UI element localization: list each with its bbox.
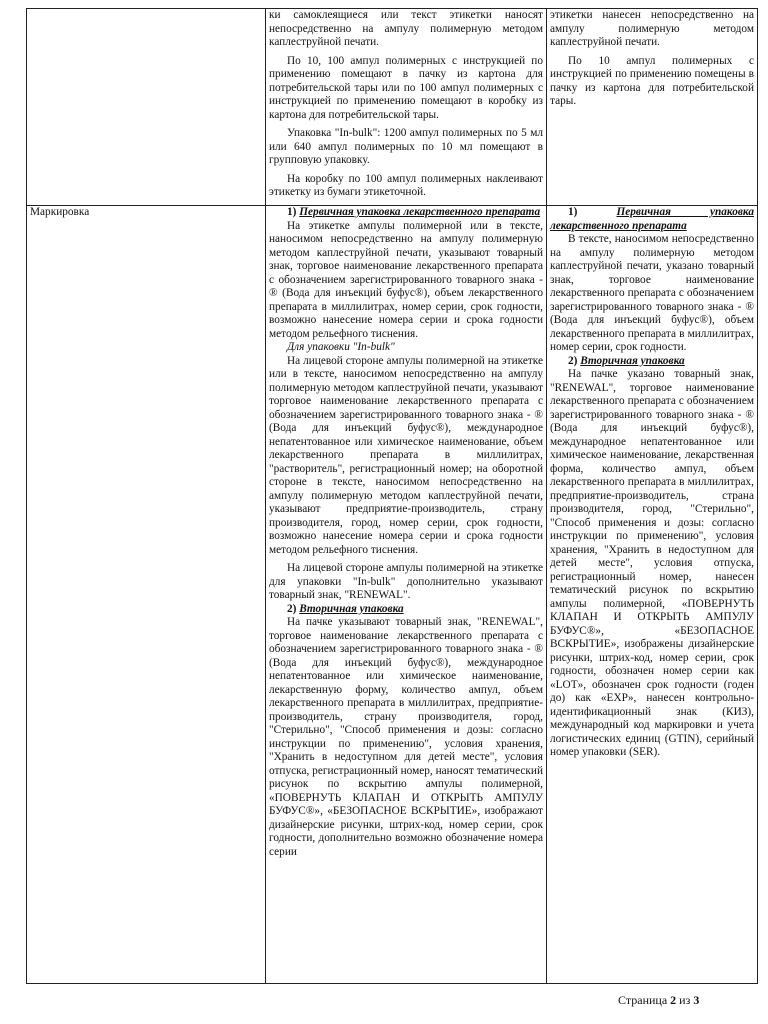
paragraph: На пачке указано товарный знак, "RENEWAL", торговое наименование лекарственного препарата с обозначением зарегистрированного товарного знака - ® (Вода для инъекций буфус®), международное непатентованное или химическое наименование, лекарственная форма, количество ампул, объем лекарственного препарата в миллилитрах, предприятие-производитель, страна производителя, город, "Стерильно", "Способ применения и дозы: согласно инструкции по применению", условия хранения, "Хранить в недоступном для детей месте", условия отпуска, регистрационный номер, нанесен тематический рисунок по вскрытию ампулы полимерной, «ПОВЕРНУТЬ КЛАПАН И ОТКРЫТЬ АМПУЛУ БУФУС®», «БЕЗОПАСНОЕ ВСКРЫТИЕ», изображены дизайнерские рисунки, штрих-код, номер серии, срок годности, обозначен номер серии как «LOT», обозначен срок годности (годен до) как «EXP», нанесен контрольно-идентификационный знак (КИЗ), международный код маркировки и учета логистических единиц (GTIN), серийный номер упаковки (SER). [550, 368, 754, 758]
heading-text: Вторичная упаковка [299, 602, 404, 615]
section-label: Маркировка [30, 206, 90, 218]
heading-number: 1) [287, 206, 297, 218]
paragraph: По 10, 100 ампул полимерных с инструкцией по применению помещают в пачку из картона для потребительской тары или по 100 ампул полимерных с инструкцией по применению помещают в коробку из картона для потребительской тары. [269, 54, 543, 121]
heading-number: 1) [568, 206, 578, 218]
section-heading [550, 355, 754, 369]
page-footer [618, 993, 699, 1008]
paragraph: этикетки нанесен непосредственно на ампулу полимерную методом каплеструйной печати. [550, 9, 754, 48]
row2-label-cell [27, 206, 266, 984]
paragraph: На этикетке ампулы полимерной или в тексте, наносимом непосредственно на ампулу полимерную методом каплеструйной печати, указывают товарный знак, торговое наименование лекарственного препарата с обозначением зарегистрированного товарного знака - ® (Вода для инъекций буфус®), объем лекарственного препарата в миллилитрах, номер серии, срок годности, возможно нанесение номера серии и срока годности методом рельефного тиснения. [269, 219, 543, 340]
subheading: Для упаковки "In-bulk" [287, 341, 395, 353]
row2-proposed-cell [266, 206, 547, 984]
section-heading [269, 206, 543, 220]
paragraph: По 10 ампул полимерных с инструкцией по применению помещены в пачку из картона для потребительской тары. [550, 54, 754, 107]
heading-text: Вторичная упаковка [580, 354, 685, 367]
paragraph: На лицевой стороне ампулы полимерной на этикетке или в тексте, наносимом непосредственно на ампулу полимерную методом каплеструйной печати, указывают торговое наименование лекарственного препарата с обозначением зарегистрированного товарного знака - ® (Вода для инъекций буфус®), международное непатентованное или химическое наименование, объем лекарственного препарата в миллилитрах, "растворитель", регистрационный номер; на оборотной стороне в тексте, наносимом непосредственно на ампулу полимерную методом каплеструйной печати, указывают предприятие-производитель, страну производителя, город, номер серии, срок годности, возможно нанесение номера серии и срока годности методом рельефного тиснения. [269, 354, 543, 556]
table-row-packaging [27, 9, 758, 206]
page-of: из [679, 993, 691, 1007]
section-heading [269, 603, 543, 617]
paragraph: Упаковка "In-bulk": 1200 ампул полимерных по 5 мл или 640 ампул полимерных по 10 мл помещают в групповую упаковку. [269, 127, 543, 166]
page-number: 2 [670, 993, 677, 1007]
heading-text: Первичная упаковка лекарственного препарата [550, 206, 754, 232]
registration-table [26, 8, 758, 984]
heading-number: 2) [287, 602, 297, 615]
heading-text: Первичная упаковка лекарственного препарата [299, 206, 541, 218]
paragraph: В тексте, наносимом непосредственно на ампулу полимерную методом каплеструйной печати, указано товарный знак, торговое наименование лекарственного препарата с обозначением зарегистрированного товарного знака - ® (Вода для инъекций буфус®), объем лекарственного препарата в миллилитрах, номер серии, срок годности. [550, 233, 754, 353]
row2-current-cell [547, 206, 758, 984]
paragraph: На лицевой стороне ампулы полимерной на этикетке для упаковки "In-bulk" дополнительно указывают товарный знак, "RENEWAL". [269, 562, 543, 601]
page-total: 3 [693, 993, 700, 1007]
row1-label-cell [27, 9, 266, 206]
row1-proposed-cell [266, 9, 547, 206]
paragraph: На коробку по 100 ампул полимерных наклеивают этикетку из бумаги этикеточной. [269, 172, 543, 198]
table-row-marking [27, 206, 758, 984]
paragraph: ки самоклеящиеся или текст этикетки наносят непосредственно на ампулу полимерную методом каплеструйной печати. [269, 9, 543, 48]
heading-number: 2) [568, 354, 578, 367]
page-prefix: Страница [618, 993, 668, 1007]
section-heading [550, 206, 754, 233]
paragraph: На пачке указывают товарный знак, "RENEWAL", торговое наименование лекарственного препарата с обозначением зарегистрированного товарного знака - ® (Вода для инъекций буфус®), международное непатентованное или химическое наименование, лекарственную форму, количество ампул, объем лекарственного препарата в миллилитрах, предприятие-производитель, страну производителя, город, "Стерильно", "Способ применения и дозы: согласно инструкции по применению", условия хранения, "Хранить в недоступном для детей месте", условия отпуска, регистрационный номер, наносят тематический рисунок по вскрытию ампулы полимерной, «ПОВЕРНУТЬ КЛАПАН И ОТКРЫТЬ АМПУЛУ БУФУС®», «БЕЗОПАСНОЕ ВСКРЫТИЕ», изображают дизайнерские рисунки, штрих-код, номер серии, срок годности, дополнительно возможно обозначение номера серии [269, 616, 543, 858]
row1-current-cell [547, 9, 758, 206]
